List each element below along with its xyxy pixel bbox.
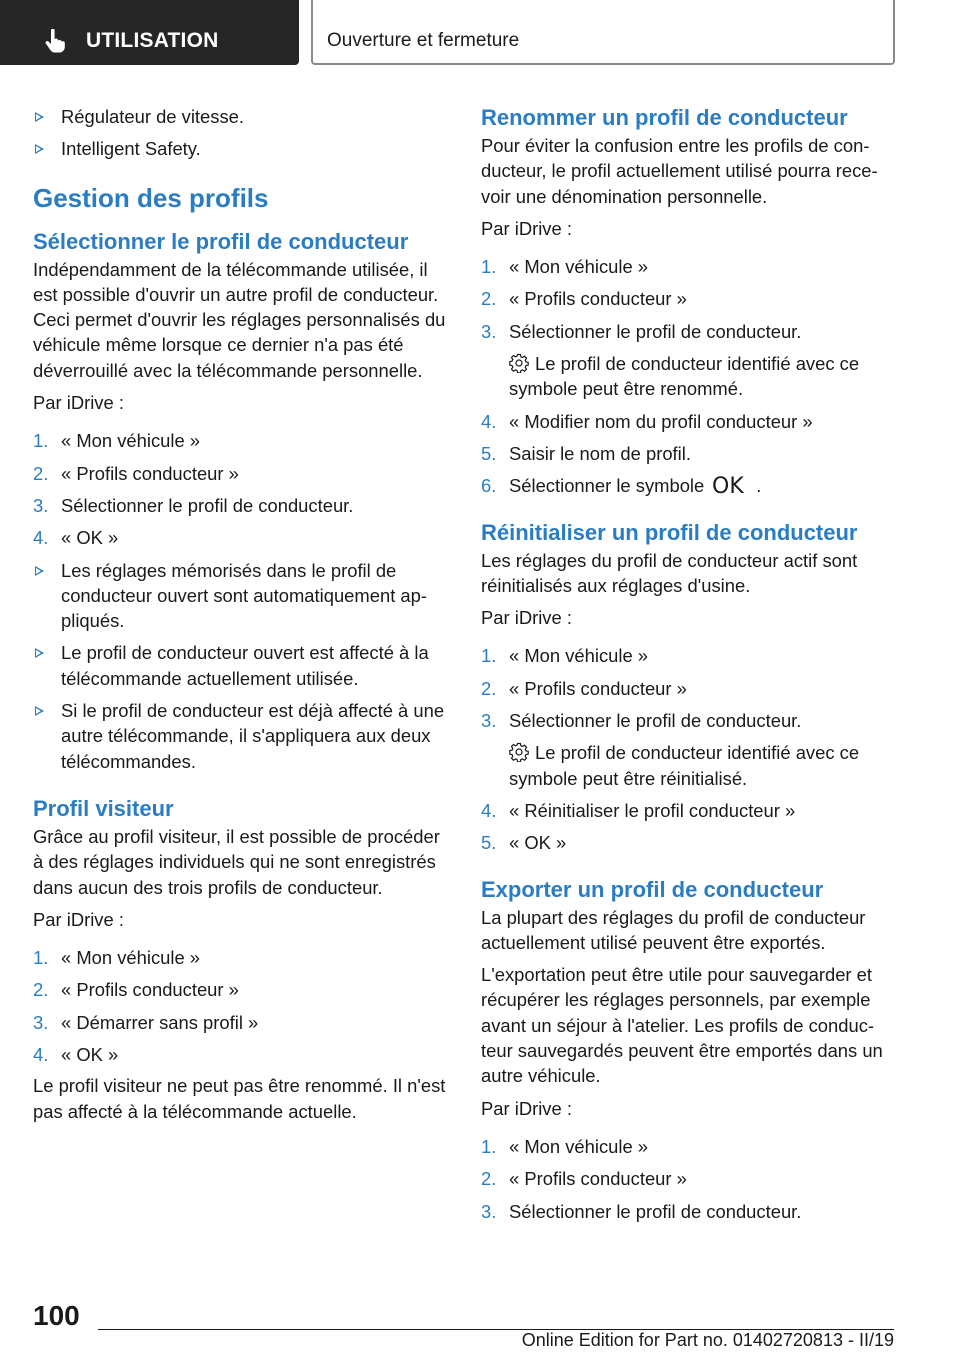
heading-visiteur: Profil visiteur	[33, 795, 174, 821]
list-item: 5. « OK »	[481, 832, 567, 854]
list-item: 4. « Modifier nom du profil conducteur »	[481, 410, 813, 432]
page-number: 100	[33, 1300, 80, 1331]
list-item: 1. « Mon véhicule »	[481, 645, 649, 667]
list-item: 6. Sélectionner le symbole OK .	[481, 474, 762, 498]
hand-pointer-icon	[44, 29, 66, 53]
list-item: 1. « Mon véhicule »	[481, 256, 649, 278]
triangle-bullet-icon	[35, 144, 44, 154]
note-rename: Le profil de conducteur identifié avec ce symbole peut être renommé.	[509, 353, 860, 400]
list-item: 4. « OK »	[33, 527, 119, 549]
section-tab	[0, 0, 299, 65]
paragraph-export-2: L'exportation peut être utile pour sauvegarder et récupérer les réglages personnels, par exemple avant un séjour à l'atelier. Les profils de conducteur sauvegardés peuvent être emportés dans un autre véhicule.	[481, 964, 883, 1087]
gear-icon	[509, 353, 529, 373]
list-item: Intelligent Safety.	[33, 136, 451, 161]
paragraph-rename: Pour éviter la confusion entre les profils de conducteur, le profil actuellement utilisé pourra recevoir une dénomination personnelle.	[481, 135, 878, 207]
list-item: 2. « Profils conducteur »	[481, 288, 687, 310]
section-title: UTILISATION	[86, 29, 219, 52]
par-idrive: Par iDrive :	[33, 392, 124, 414]
heading-gestion: Gestion des profils	[33, 182, 269, 213]
list-item: 5. Saisir le nom de profil.	[481, 442, 691, 464]
paragraph-visiteur: Grâce au profil visiteur, il est possible de procéder à des réglages individuels qui ne sont enregistrés dans aucun des trois profils de conducteur.	[33, 825, 440, 898]
list-item: Le profil de conducteur ouvert est affecté à la télécommande actuellement utilisée.	[33, 640, 451, 691]
right-column	[481, 100, 896, 1224]
list-item: Les réglages mémorisés dans le profil de conducteur ouvert sont automatiquement appliqués.	[33, 558, 451, 634]
list-item: 4. « OK »	[33, 1044, 119, 1066]
triangle-bullet-icon	[35, 706, 44, 716]
list-item: 2. « Profils conducteur »	[33, 462, 239, 484]
list-item: Régulateur de vitesse.	[33, 104, 451, 129]
par-idrive: Par iDrive :	[481, 607, 572, 629]
note-reset: Le profil de conducteur identifié avec ce symbole peut être réinitialisé.	[509, 742, 860, 789]
paragraph-select: Indépendamment de la télécommande utilisée, il est possible d'ouvrir un autre profil de conducteur. Ceci permet d'ouvrir les réglages personnalisés du véhicule même lorsque ce dernier n'a pas été déverrouillé avec la télécommande personnelle.	[33, 258, 446, 381]
triangle-bullet-icon	[35, 566, 44, 576]
list-item: 1. « Mon véhicule »	[33, 430, 201, 452]
list-item: 1. « Mon véhicule »	[33, 947, 201, 969]
list-item: 1. « Mon véhicule »	[481, 1135, 649, 1157]
list-item: 3. Sélectionner le profil de conducteur.	[33, 494, 354, 516]
list-item: 3. Sélectionner le profil de conducteur.	[481, 320, 802, 342]
paragraph-reset: Les réglages du profil de conducteur actif sont réinitialisés aux réglages d'usine.	[481, 549, 858, 596]
par-idrive: Par iDrive :	[481, 217, 572, 239]
gear-icon	[509, 742, 529, 762]
triangle-bullet-icon	[35, 648, 44, 658]
list-item: 2. « Profils conducteur »	[33, 979, 239, 1001]
edition-footer: Online Edition for Part no. 01402720813 - II/19	[521, 1330, 894, 1350]
ok-symbol-text: OK	[712, 474, 744, 498]
heading-export: Exporter un profil de conducteur	[481, 876, 824, 902]
left-column	[33, 100, 451, 1124]
par-idrive: Par iDrive :	[481, 1097, 572, 1119]
list-item: 3. Sélectionner le profil de conducteur.	[481, 710, 802, 732]
list-item: 2. « Profils conducteur »	[481, 1168, 687, 1190]
chapter-box	[311, 0, 895, 65]
par-idrive: Par iDrive :	[33, 908, 124, 930]
paragraph-export-1: La plupart des réglages du profil de conducteur actuellement utilisé peuvent être exportés.	[481, 906, 866, 953]
list-item: 3. « Démarrer sans profil »	[33, 1011, 259, 1033]
list-item: 3. Sélectionner le profil de conducteur.	[481, 1200, 802, 1222]
list-item: 4. « Réinitialiser le profil conducteur »	[481, 799, 796, 821]
heading-select: Sélectionner le profil de conducteur	[33, 228, 409, 254]
triangle-bullet-icon	[35, 112, 44, 122]
heading-rename: Renommer un profil de conducteur	[481, 105, 848, 130]
list-item: Si le profil de conducteur est déjà affecté à une autre télécommande, il s'appliquera aux deux télécommandes.	[33, 698, 451, 774]
paragraph-visiteur-end: Le profil visiteur ne peut pas être renommé. Il n'est pas affecté à la télécommande actuelle.	[33, 1075, 446, 1122]
heading-reset: Réinitialiser un profil de conducteur	[481, 519, 858, 545]
chapter-title: Ouverture et fermeture	[327, 30, 520, 51]
list-item: 2. « Profils conducteur »	[481, 677, 687, 699]
ok-symbol-icon	[710, 473, 750, 497]
